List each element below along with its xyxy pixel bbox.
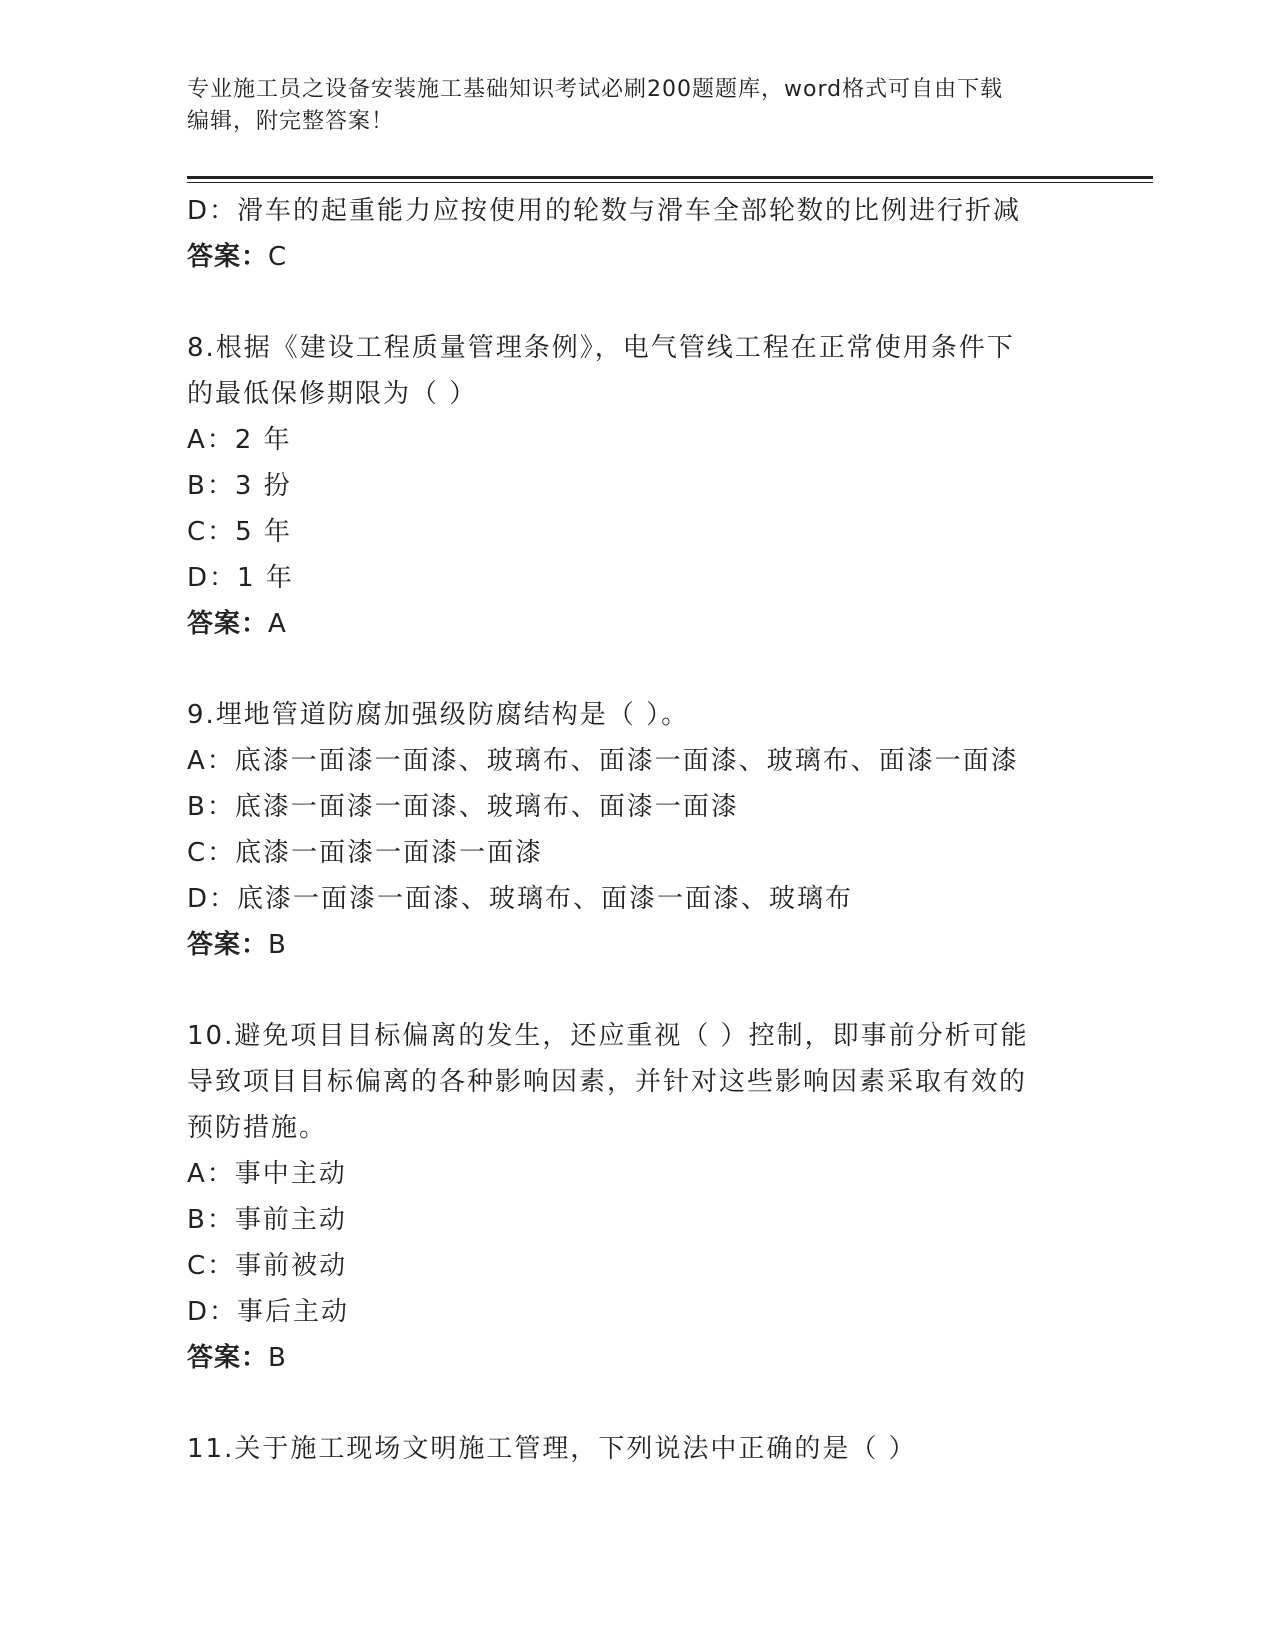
header-divider-thin [187, 182, 1153, 183]
header-line-2: 编辑，附完整答案！ [187, 109, 395, 134]
question-8-stem-line-1: 8.根据《建设工程质量管理条例》，电气管线工程在正常使用条件下 [187, 333, 1015, 363]
answer-value: C [268, 242, 288, 272]
option-c: C：事前被动 [187, 1251, 348, 1281]
option-b: B：底漆一面漆一面漆、玻璃布、面漆一面漆 [187, 792, 739, 822]
option-c: C：底漆一面漆一面漆一面漆 [187, 838, 544, 868]
option-b: B：事前主动 [187, 1205, 347, 1235]
spacer [187, 280, 1087, 325]
question-8-stem-line-2: 的最低保修期限为（ ） [187, 379, 478, 409]
answer-label: 答案： [187, 242, 269, 272]
answer-line [187, 1335, 1087, 1381]
answer-label: 答案： [187, 1343, 269, 1373]
option-d: D：事后主动 [187, 1297, 350, 1327]
document-header [187, 74, 1067, 138]
answer-label: 答案： [187, 930, 269, 960]
question-11-stem-line-1: 11.关于施工现场文明施工管理，下列说法中正确的是（ ） [187, 1434, 917, 1464]
question-9-stem-line-1: 9.埋地管道防腐加强级防腐结构是（ ）。 [187, 700, 690, 730]
answer-label: 答案： [187, 609, 269, 639]
option-b: B：3 扮 [187, 471, 292, 501]
option-d: D：底漆一面漆一面漆、玻璃布、面漆一面漆、玻璃布 [187, 884, 854, 914]
option-d: D：滑车的起重能力应按使用的轮数与滑车全部轮数的比例进行折减 [187, 196, 1022, 226]
spacer [187, 1381, 1087, 1426]
spacer [187, 647, 1087, 692]
answer-value: A [268, 609, 287, 639]
option-d: D：1 年 [187, 563, 294, 593]
option-a: A：底漆一面漆一面漆、玻璃布、面漆一面漆、玻璃布、面漆一面漆 [187, 746, 1019, 776]
answer-line [187, 922, 1087, 968]
option-a: A：2 年 [187, 425, 292, 455]
header-line-1: 专业施工员之设备安装施工基础知识考试必刷200题题库，word格式可自由下载 [187, 77, 1004, 102]
question-10-stem-line-1: 10.避免项目目标偏离的发生，还应重视（ ）控制，即事前分析可能 [187, 1021, 1029, 1051]
option-a: A：事中主动 [187, 1159, 347, 1189]
question-10-stem-line-2: 导致项目目标偏离的各种影响因素，并针对这些影响因素采取有效的 [187, 1067, 1028, 1097]
question-list [187, 188, 1087, 1472]
option-c: C：5 年 [187, 517, 292, 547]
spacer [187, 968, 1087, 1013]
answer-line [187, 234, 1087, 280]
answer-value: B [268, 1343, 287, 1373]
answer-line [187, 601, 1087, 647]
answer-value: B [268, 930, 287, 960]
header-divider-thick [187, 176, 1153, 179]
question-10-stem-line-3: 预防措施。 [187, 1113, 328, 1143]
